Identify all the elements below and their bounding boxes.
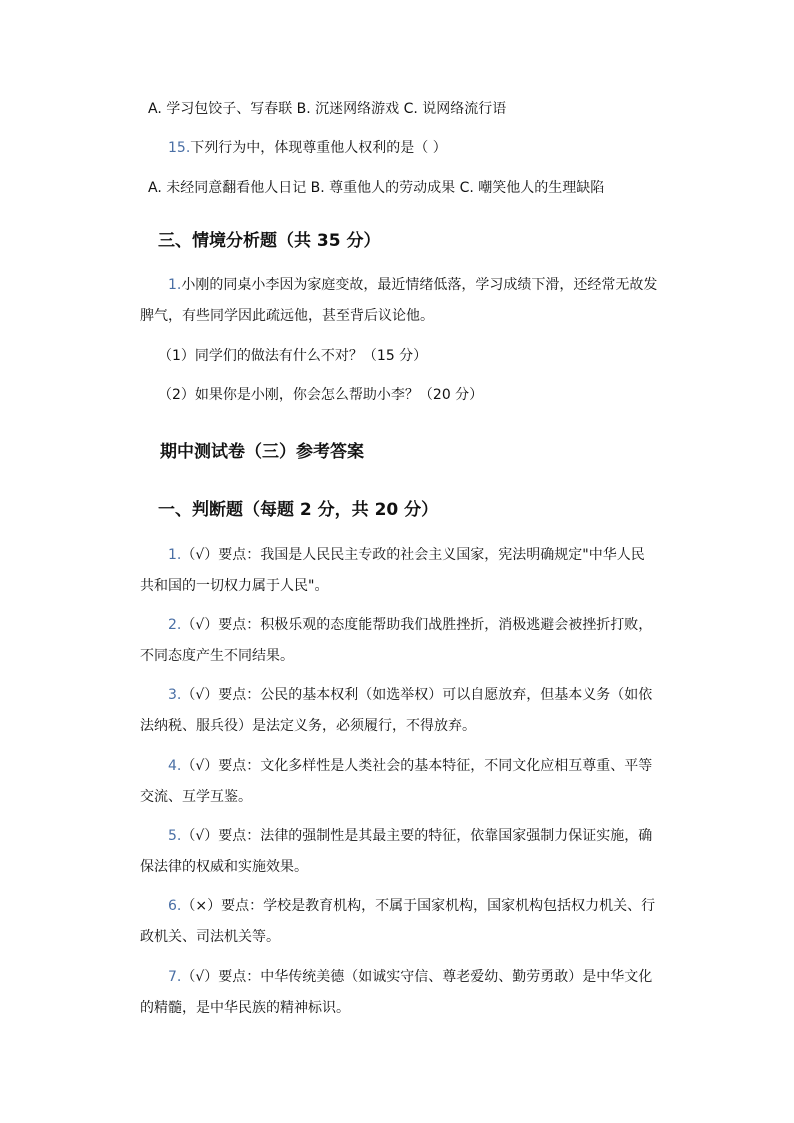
q15-number: 15. bbox=[168, 140, 191, 156]
q14-options: A. 学习包饺子、写春联 B. 沉迷网络游戏 C. 说网络流行语 bbox=[148, 101, 507, 117]
scenario-sub-question-2: （2）如果你是小刚，你会怎么帮助小李？（20 分） bbox=[158, 387, 484, 403]
scenario-sub-question-1: （1）同学们的做法有什么不对？（15 分） bbox=[158, 348, 428, 364]
answer-item: 1.（√）要点：我国是人民民主专政的社会主义国家，宪法明确规定"中华人民 共和国的一切权力属于人民"。 bbox=[140, 547, 645, 594]
answer-item: 2.（√）要点：积极乐观的态度能帮助我们战胜挫折，消极逃避会被挫折打败， 不同态度产生不同结果。 bbox=[140, 617, 653, 664]
answer-number: 6. bbox=[168, 898, 182, 914]
answer-item: 4.（√）要点：文化多样性是人类社会的基本特征，不同文化应相互尊重、平等 交流、互学互鉴。 bbox=[140, 758, 653, 805]
answer-title: 期中测试卷（三）参考答案 bbox=[160, 442, 364, 462]
answer-number: 2. bbox=[168, 617, 182, 633]
answer-number: 4. bbox=[168, 758, 182, 774]
answer-number: 1. bbox=[168, 547, 182, 563]
answer-item: 5.（√）要点：法律的强制性是其最主要的特征，依靠国家强制力保证实施，确 保法律的权威和实施效果。 bbox=[140, 828, 653, 875]
answer-item: 3.（√）要点：公民的基本权利（如选举权）可以自愿放弃，但基本义务（如依 法纳税、服兵役）是法定义务，必须履行，不得放弃。 bbox=[140, 687, 653, 734]
answer-item: 7.（√）要点：中华传统美德（如诚实守信、尊老爱幼、勤劳勇敢）是中华文化 的精髓，是中华民族的精神标识。 bbox=[140, 969, 653, 1016]
section3-heading: 三、情境分析题（共 35 分） bbox=[158, 231, 381, 251]
q15-question bbox=[168, 138, 447, 158]
answer-item: 6.（×）要点：学校是教育机构，不属于国家机构，国家机构包括权力机关、行 政机关、司法机关等。 bbox=[140, 898, 656, 945]
q15-text: 下列行为中，体现尊重他人权利的是（ ） bbox=[190, 140, 447, 156]
scenario-line-2: 脾气，有些同学因此疏远他，甚至背后议论他。 bbox=[140, 308, 434, 324]
q15-options: A. 未经同意翻看他人日记 B. 尊重他人的劳动成果 C. 嘲笑他人的生理缺陷 bbox=[148, 180, 605, 196]
scenario-number: 1. bbox=[168, 277, 182, 293]
answer-section1-heading: 一、判断题（每题 2 分，共 20 分） bbox=[158, 500, 439, 520]
answer-number: 3. bbox=[168, 687, 182, 703]
answer-number: 5. bbox=[168, 828, 182, 844]
answer-number: 7. bbox=[168, 969, 182, 985]
scenario-question bbox=[140, 270, 680, 332]
scenario-line-1: 1.小刚的同桌小李因为家庭变故，最近情绪低落，学习成绩下滑，还经常无故发 bbox=[168, 277, 658, 293]
